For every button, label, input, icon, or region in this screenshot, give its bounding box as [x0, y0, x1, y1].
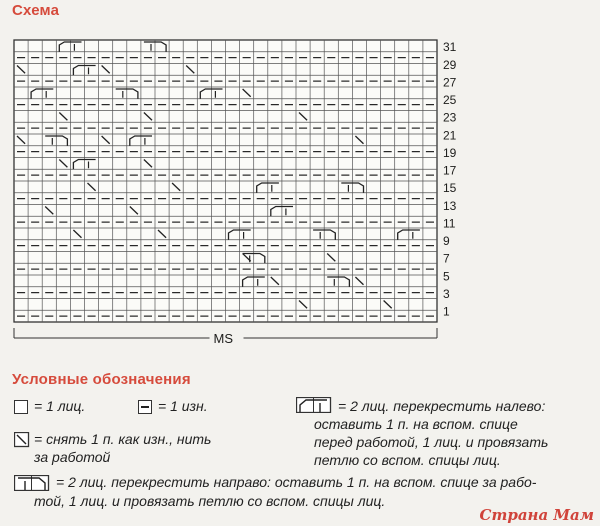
row-number-label: 25 [443, 93, 457, 108]
legend-cross-right-line2: той, 1 лиц. и провязать петлю со вспом. спицы лиц. [34, 493, 386, 509]
legend-purl-text: = 1 изн. [158, 398, 208, 414]
legend-knit-text: = 1 лиц. [34, 398, 86, 414]
scheme-title: Схема [12, 2, 60, 19]
legend-cross-left-line2: оставить 1 п. на вспом. спице [314, 416, 518, 432]
row-number-label: 9 [443, 234, 450, 249]
legend-cross-left-line1: = 2 лиц. перекрестить налево: [338, 398, 546, 414]
watermark: Страна Мам [479, 506, 594, 524]
row-number-label: 7 [443, 251, 450, 266]
row-number-label: 11 [443, 216, 456, 231]
row-number-label: 23 [443, 110, 457, 125]
row-number-label: 13 [443, 198, 457, 213]
legend-cross-left-line4: петлю со вспом. спицы лиц. [314, 452, 501, 468]
legend-slip-line2: за работой [34, 449, 111, 465]
knit-stitch-symbol [14, 400, 28, 414]
ms-label: MS [213, 331, 233, 346]
row-number-label: 27 [443, 75, 457, 90]
legend-title: Условные обозначения [12, 371, 191, 388]
legend-cross-left-line3: перед работой, 1 лиц. и провязать [314, 434, 549, 450]
cross-left-symbol [296, 397, 332, 413]
row-number-label: 1 [443, 304, 450, 319]
cross-right-symbol [14, 475, 50, 491]
row-number-label: 5 [443, 269, 450, 284]
legend-cross-right-line1: = 2 лиц. перекрестить направо: оставить 1 п. на вспом. спице за рабо- [56, 474, 537, 490]
row-number-label: 15 [443, 181, 457, 196]
row-number-label: 3 [443, 286, 450, 301]
slip-stitch-symbol [14, 432, 30, 448]
legend-slip-line1: = снять 1 п. как изн., нить [34, 431, 212, 447]
row-number-label: 21 [443, 128, 457, 143]
row-number-label: 17 [443, 163, 457, 178]
row-number-label: 31 [443, 40, 457, 55]
purl-stitch-symbol [138, 400, 152, 414]
row-number-label: 29 [443, 57, 457, 72]
row-number-label: 19 [443, 145, 457, 160]
